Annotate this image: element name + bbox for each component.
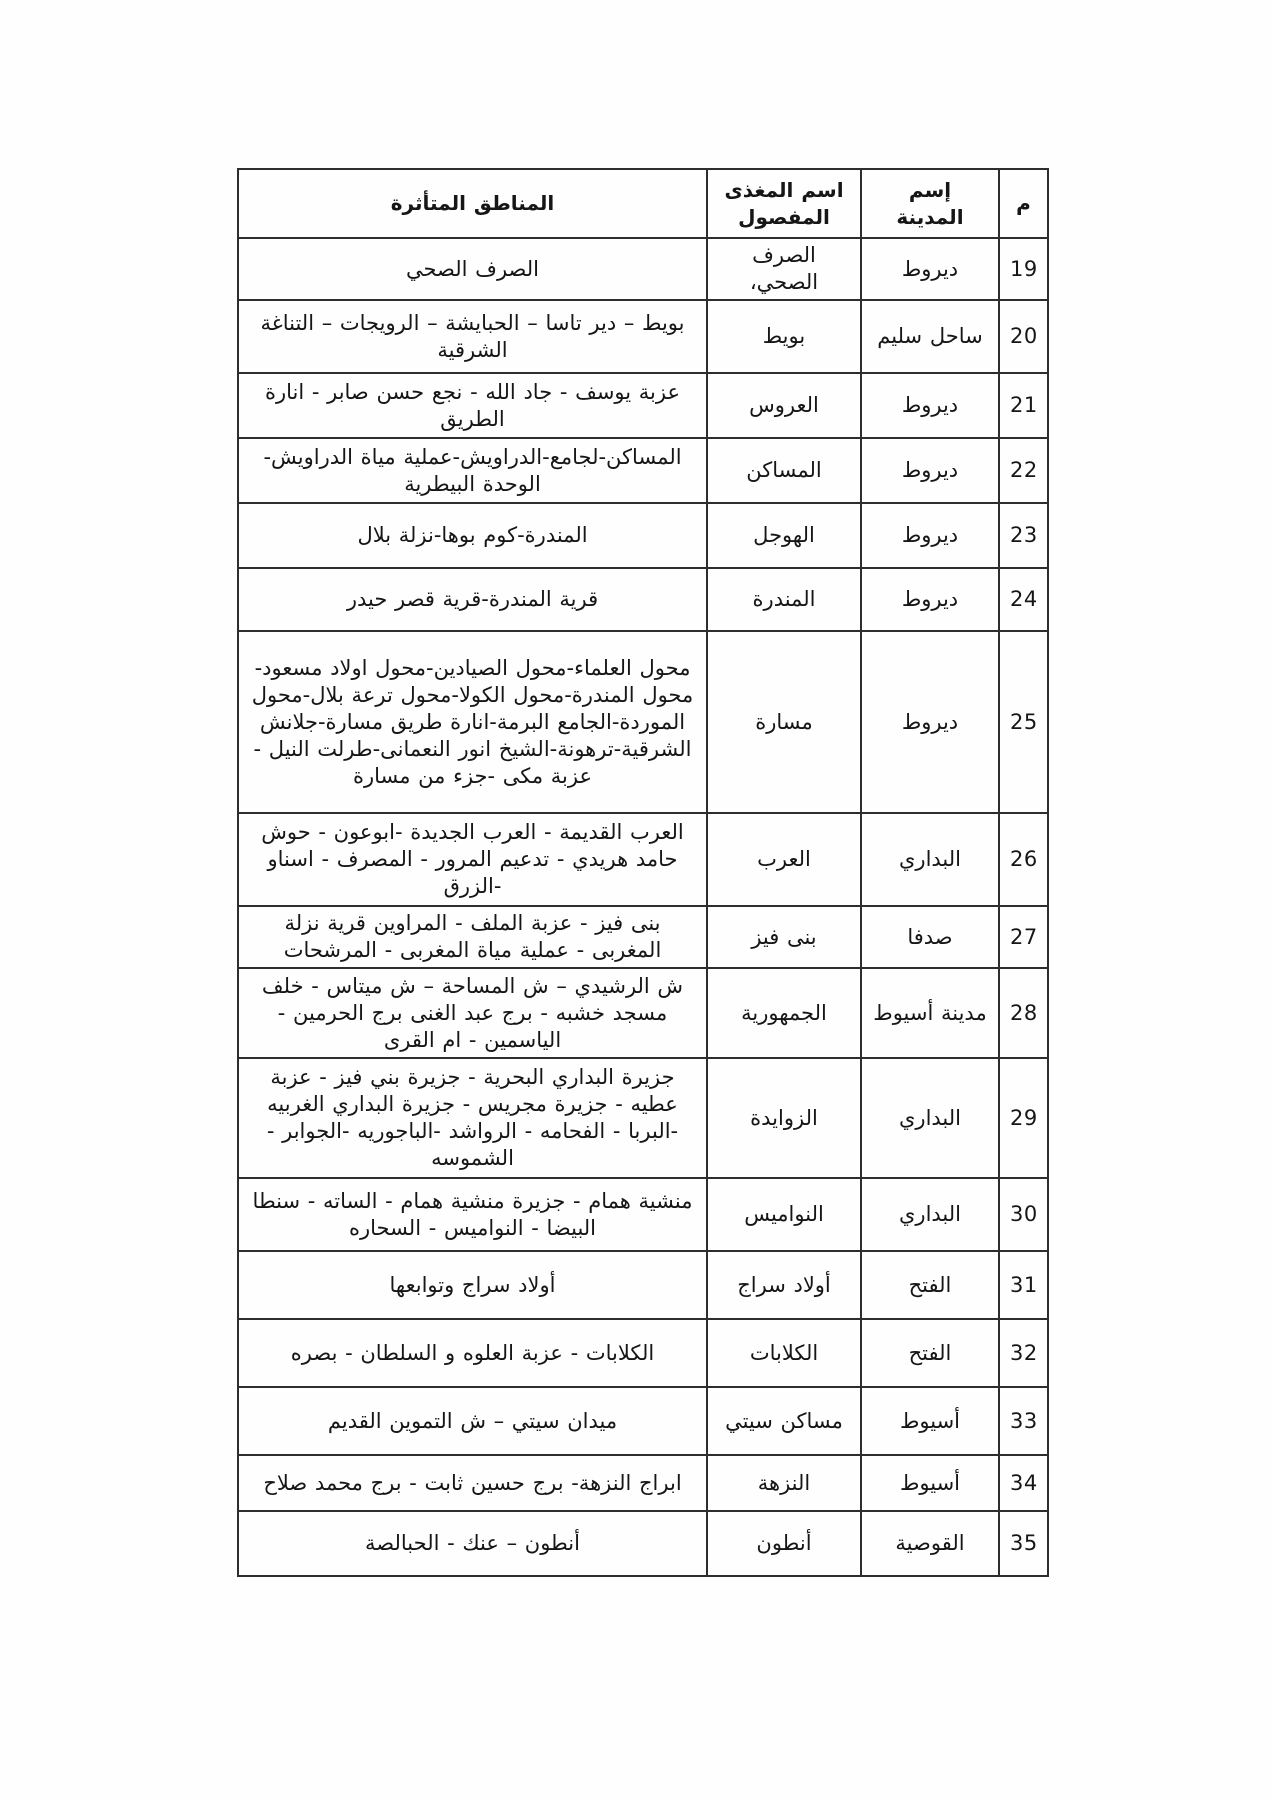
- cell-feeder: الصرف الصحي،: [707, 238, 861, 300]
- table-row: [238, 1319, 1048, 1387]
- cell-areas: الصرف الصحي: [238, 238, 707, 300]
- cell-index: 22: [999, 438, 1048, 503]
- cell-areas: المساكن-لجامع-الدراويش-عملية مياة الدراويش-الوحدة البيطرية: [238, 438, 707, 503]
- table-row: [238, 813, 1048, 906]
- cell-areas: جزيرة البداري البحرية - جزيرة بني فيز - عزبة عطيه - جزيرة مجريس - جزيرة البداري الغربيه -البربا - الفحامه - الرواشد -الباجوريه -الجوابر - الشموسه: [238, 1058, 707, 1178]
- cell-areas: بويط – دير تاسا – الحبايشة – الرويجات – التناغة الشرقية: [238, 300, 707, 373]
- table-row: [238, 373, 1048, 438]
- cell-index: 24: [999, 568, 1048, 631]
- cell-areas: قرية المندرة-قرية قصر حيدر: [238, 568, 707, 631]
- cell-index: 27: [999, 906, 1048, 968]
- cell-feeder: النزهة: [707, 1455, 861, 1511]
- cell-areas: العرب القديمة - العرب الجديدة -ابوعون - حوش حامد هريدي - تدعيم المرور - المصرف - اسناو -الزرق: [238, 813, 707, 906]
- table-row: [238, 1511, 1048, 1576]
- cell-index: 35: [999, 1511, 1048, 1576]
- affected-areas-table: [237, 168, 1049, 1577]
- cell-index: 33: [999, 1387, 1048, 1455]
- cell-areas: الكلابات - عزبة العلوه و السلطان - بصره: [238, 1319, 707, 1387]
- cell-feeder: الجمهورية: [707, 968, 861, 1058]
- header-city-name: إسم المدينة: [861, 169, 999, 238]
- cell-index: 28: [999, 968, 1048, 1058]
- cell-areas: المندرة-كوم بوها-نزلة بلال: [238, 503, 707, 568]
- cell-feeder: العروس: [707, 373, 861, 438]
- cell-city: أسيوط: [861, 1455, 999, 1511]
- cell-areas: ش الرشيدي – ش المساحة – ش ميتاس - خلف مسجد خشبه - برج عبد الغنى برج الحرمين - الياسمين - ام القرى: [238, 968, 707, 1058]
- cell-city: ديروط: [861, 238, 999, 300]
- table-row: [238, 1455, 1048, 1511]
- cell-city: ديروط: [861, 503, 999, 568]
- cell-feeder: مسارة: [707, 631, 861, 813]
- table-header-row: [238, 169, 1048, 238]
- cell-city: صدفا: [861, 906, 999, 968]
- table-row: [238, 568, 1048, 631]
- cell-areas: أولاد سراج وتوابعها: [238, 1251, 707, 1319]
- table-row: [238, 1178, 1048, 1251]
- cell-city: ديروط: [861, 438, 999, 503]
- table-row: [238, 1387, 1048, 1455]
- cell-feeder: بنى فيز: [707, 906, 861, 968]
- cell-feeder: الهوجل: [707, 503, 861, 568]
- cell-areas: ابراج النزهة- برج حسين ثابت - برج محمد صلاح: [238, 1455, 707, 1511]
- table-row: [238, 1251, 1048, 1319]
- cell-index: 30: [999, 1178, 1048, 1251]
- cell-feeder: الكلابات: [707, 1319, 861, 1387]
- cell-feeder: أولاد سراج: [707, 1251, 861, 1319]
- cell-city: ديروط: [861, 373, 999, 438]
- cell-city: الفتح: [861, 1319, 999, 1387]
- cell-feeder: الزوايدة: [707, 1058, 861, 1178]
- cell-feeder: أنطون: [707, 1511, 861, 1576]
- cell-index: 32: [999, 1319, 1048, 1387]
- table-row: [238, 631, 1048, 813]
- cell-feeder: النواميس: [707, 1178, 861, 1251]
- table-row: [238, 238, 1048, 300]
- cell-index: 25: [999, 631, 1048, 813]
- table-row: [238, 1058, 1048, 1178]
- header-affected-areas: المناطق المتأثرة: [238, 169, 707, 238]
- cell-city: أسيوط: [861, 1387, 999, 1455]
- cell-areas: بنى فيز - عزبة الملف - المراوين قرية نزلة المغربى - عملية مياة المغربى - المرشحات: [238, 906, 707, 968]
- table-row: [238, 300, 1048, 373]
- cell-city: ديروط: [861, 568, 999, 631]
- cell-feeder: بويط: [707, 300, 861, 373]
- table-row: [238, 438, 1048, 503]
- cell-feeder: المساكن: [707, 438, 861, 503]
- cell-city: البداري: [861, 813, 999, 906]
- cell-city: البداري: [861, 1058, 999, 1178]
- cell-index: 23: [999, 503, 1048, 568]
- cell-feeder: العرب: [707, 813, 861, 906]
- cell-index: 31: [999, 1251, 1048, 1319]
- cell-areas: أنطون – عنك - الحبالصة: [238, 1511, 707, 1576]
- table-row: [238, 503, 1048, 568]
- cell-feeder: المندرة: [707, 568, 861, 631]
- cell-index: 20: [999, 300, 1048, 373]
- header-index: م: [999, 169, 1048, 238]
- cell-areas: عزبة يوسف - جاد الله - نجع حسن صابر - انارة الطريق: [238, 373, 707, 438]
- cell-areas: ميدان سيتي – ش التموين القديم: [238, 1387, 707, 1455]
- table-row: [238, 906, 1048, 968]
- cell-city: البداري: [861, 1178, 999, 1251]
- cell-index: 19: [999, 238, 1048, 300]
- table-row: [238, 968, 1048, 1058]
- cell-city: ساحل سليم: [861, 300, 999, 373]
- cell-index: 26: [999, 813, 1048, 906]
- cell-areas: محول العلماء-محول الصيادين-محول اولاد مسعود- محول المندرة-محول الكولا-محول ترعة بلال-محول الموردة-الجامع البرمة-انارة طريق مسارة-جلانش الشرقية-ترهونة-الشيخ انور النعمانى-طرلت النيل - عزبة مكى -جزء من مسارة: [238, 631, 707, 813]
- cell-city: القوصية: [861, 1511, 999, 1576]
- cell-city: ديروط: [861, 631, 999, 813]
- cell-feeder: مساكن سيتي: [707, 1387, 861, 1455]
- cell-city: الفتح: [861, 1251, 999, 1319]
- cell-areas: منشية همام - جزيرة منشية همام - الساته - سنطا البيضا - النواميس - السحاره: [238, 1178, 707, 1251]
- cell-index: 29: [999, 1058, 1048, 1178]
- cell-city: مدينة أسيوط: [861, 968, 999, 1058]
- header-feeder-name: اسم المغذى المفصول: [707, 169, 861, 238]
- cell-index: 34: [999, 1455, 1048, 1511]
- cell-index: 21: [999, 373, 1048, 438]
